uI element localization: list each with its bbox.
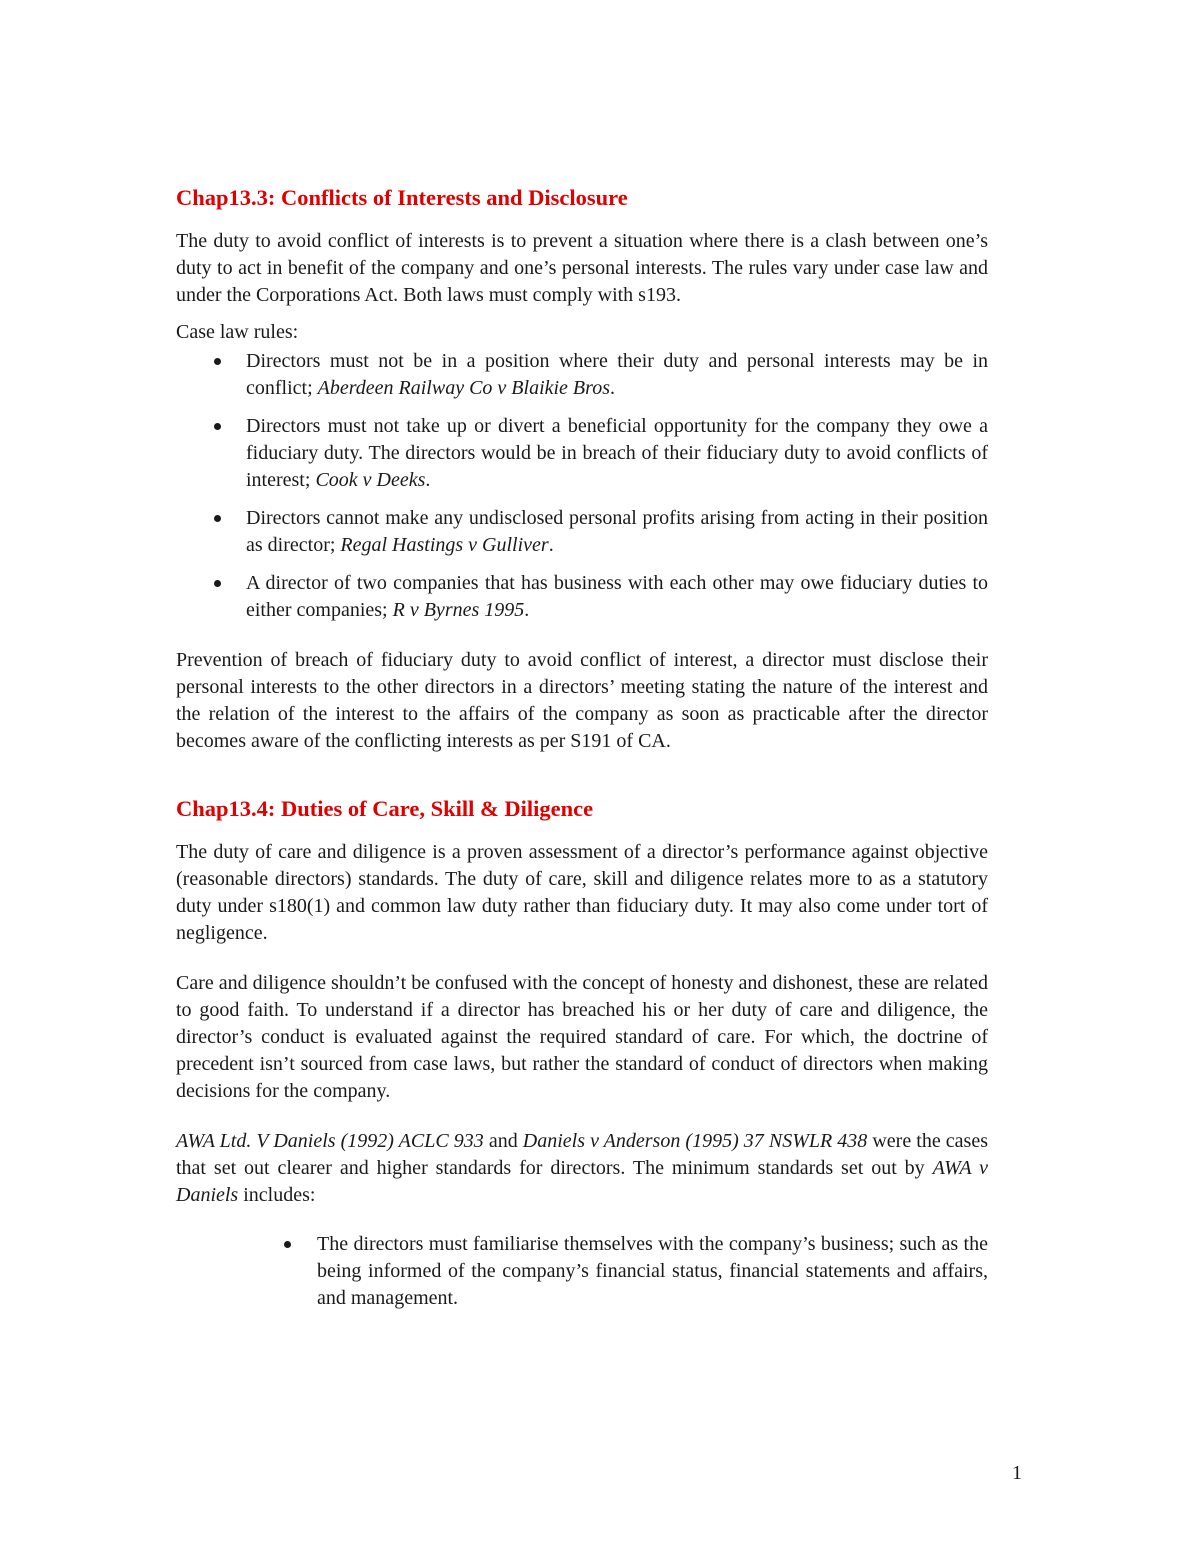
page-number: 1 (1012, 1462, 1022, 1484)
case-citation: AWA Ltd. V Daniels (1992) ACLC 933 (176, 1130, 484, 1152)
rule-end: . (524, 599, 530, 621)
rule-text: Directors must not be in a position where their duty and personal interests may be in conflict; (246, 350, 988, 399)
paragraph-text: were the cases that set out clearer and higher standards for directors. The minimum standards set out by (176, 1130, 988, 1179)
bullet-icon (214, 515, 221, 522)
standard-text: The directors must familiarise themselves with the company’s business; such as the being informed of the company’s financial status, financial statements and affairs, and management. (317, 1233, 988, 1309)
list-item (176, 570, 988, 624)
list-item (176, 505, 988, 559)
rule-text: A director of two companies that has business with each other may owe fiduciary duties to either companies; (246, 572, 988, 621)
list-item (176, 1231, 988, 1312)
paragraph-text: includes: (238, 1184, 316, 1206)
list-item (176, 348, 988, 402)
case-citation: AWA v Daniels (176, 1157, 988, 1206)
bullet-icon (284, 1241, 291, 1248)
paragraph-care-diligence: Care and diligence shouldn’t be confused with the concept of honesty and dishonest, these are related to good faith. To understand if a director has breached his or her duty of care and diligence, the director’s conduct is evaluated against the required standard of care. For which, the doctrine of precedent isn’t sourced from case laws, but rather the standard of conduct of directors when making decisions for the company. (176, 972, 988, 1102)
rule-end: . (548, 534, 554, 556)
document-page (176, 182, 988, 1312)
case-citation: Regal Hastings v Gulliver (340, 534, 549, 556)
bullet-icon (214, 423, 221, 430)
case-law-rules-label: Case law rules: (176, 321, 299, 343)
case-law-rules-list (176, 348, 988, 624)
case-citation: Aberdeen Railway Co v Blaikie Bros (317, 377, 610, 399)
rule-text: Directors must not take up or divert a beneficial opportunity for the company they owe a fiduciary duty. The directors would be in breach of their fiduciary duty to avoid conflicts of interest; (246, 415, 988, 491)
case-citation: Daniels v Anderson (1995) 37 NSWLR 438 (522, 1130, 868, 1152)
rule-end: . (609, 377, 615, 399)
paragraph-awa-daniels (176, 1128, 988, 1209)
section-heading-duties-of-care: Chap13.4: Duties of Care, Skill & Diligence (176, 796, 594, 821)
case-citation: Cook v Deeks (315, 469, 426, 491)
paragraph-conjunction: and (483, 1130, 523, 1152)
case-citation: R v Byrnes 1995 (392, 599, 525, 621)
bullet-icon (214, 580, 221, 587)
rule-text: Directors cannot make any undisclosed personal profits arising from acting in their position as director; (246, 507, 988, 556)
minimum-standards-list (176, 1231, 988, 1312)
paragraph-conflict-intro: The duty to avoid conflict of interests is to prevent a situation where there is a clash between one’s duty to act in benefit of the company and one’s personal interests. The rules vary under case law and under the Corporations Act. Both laws must comply with s193. (176, 230, 988, 306)
rule-end: . (425, 469, 431, 491)
section-heading-conflicts: Chap13.3: Conflicts of Interests and Disclosure (176, 185, 628, 210)
bullet-icon (214, 358, 221, 365)
list-item (176, 413, 988, 494)
paragraph-duty-of-care: The duty of care and diligence is a proven assessment of a director’s performance against objective (reasonable directors) standards. The duty of care, skill and diligence relates more to as a statutory duty under s180(1) and common law duty rather than fiduciary duty. It may also come under tort of negligence. (176, 841, 988, 944)
paragraph-disclosure: Prevention of breach of fiduciary duty to avoid conflict of interest, a director must disclose their personal interests to the other directors in a directors’ meeting stating the nature of the interest and the relation of the interest to the affairs of the company as soon as practicable after the director becomes aware of the conflicting interests as per S191 of CA. (176, 649, 988, 752)
